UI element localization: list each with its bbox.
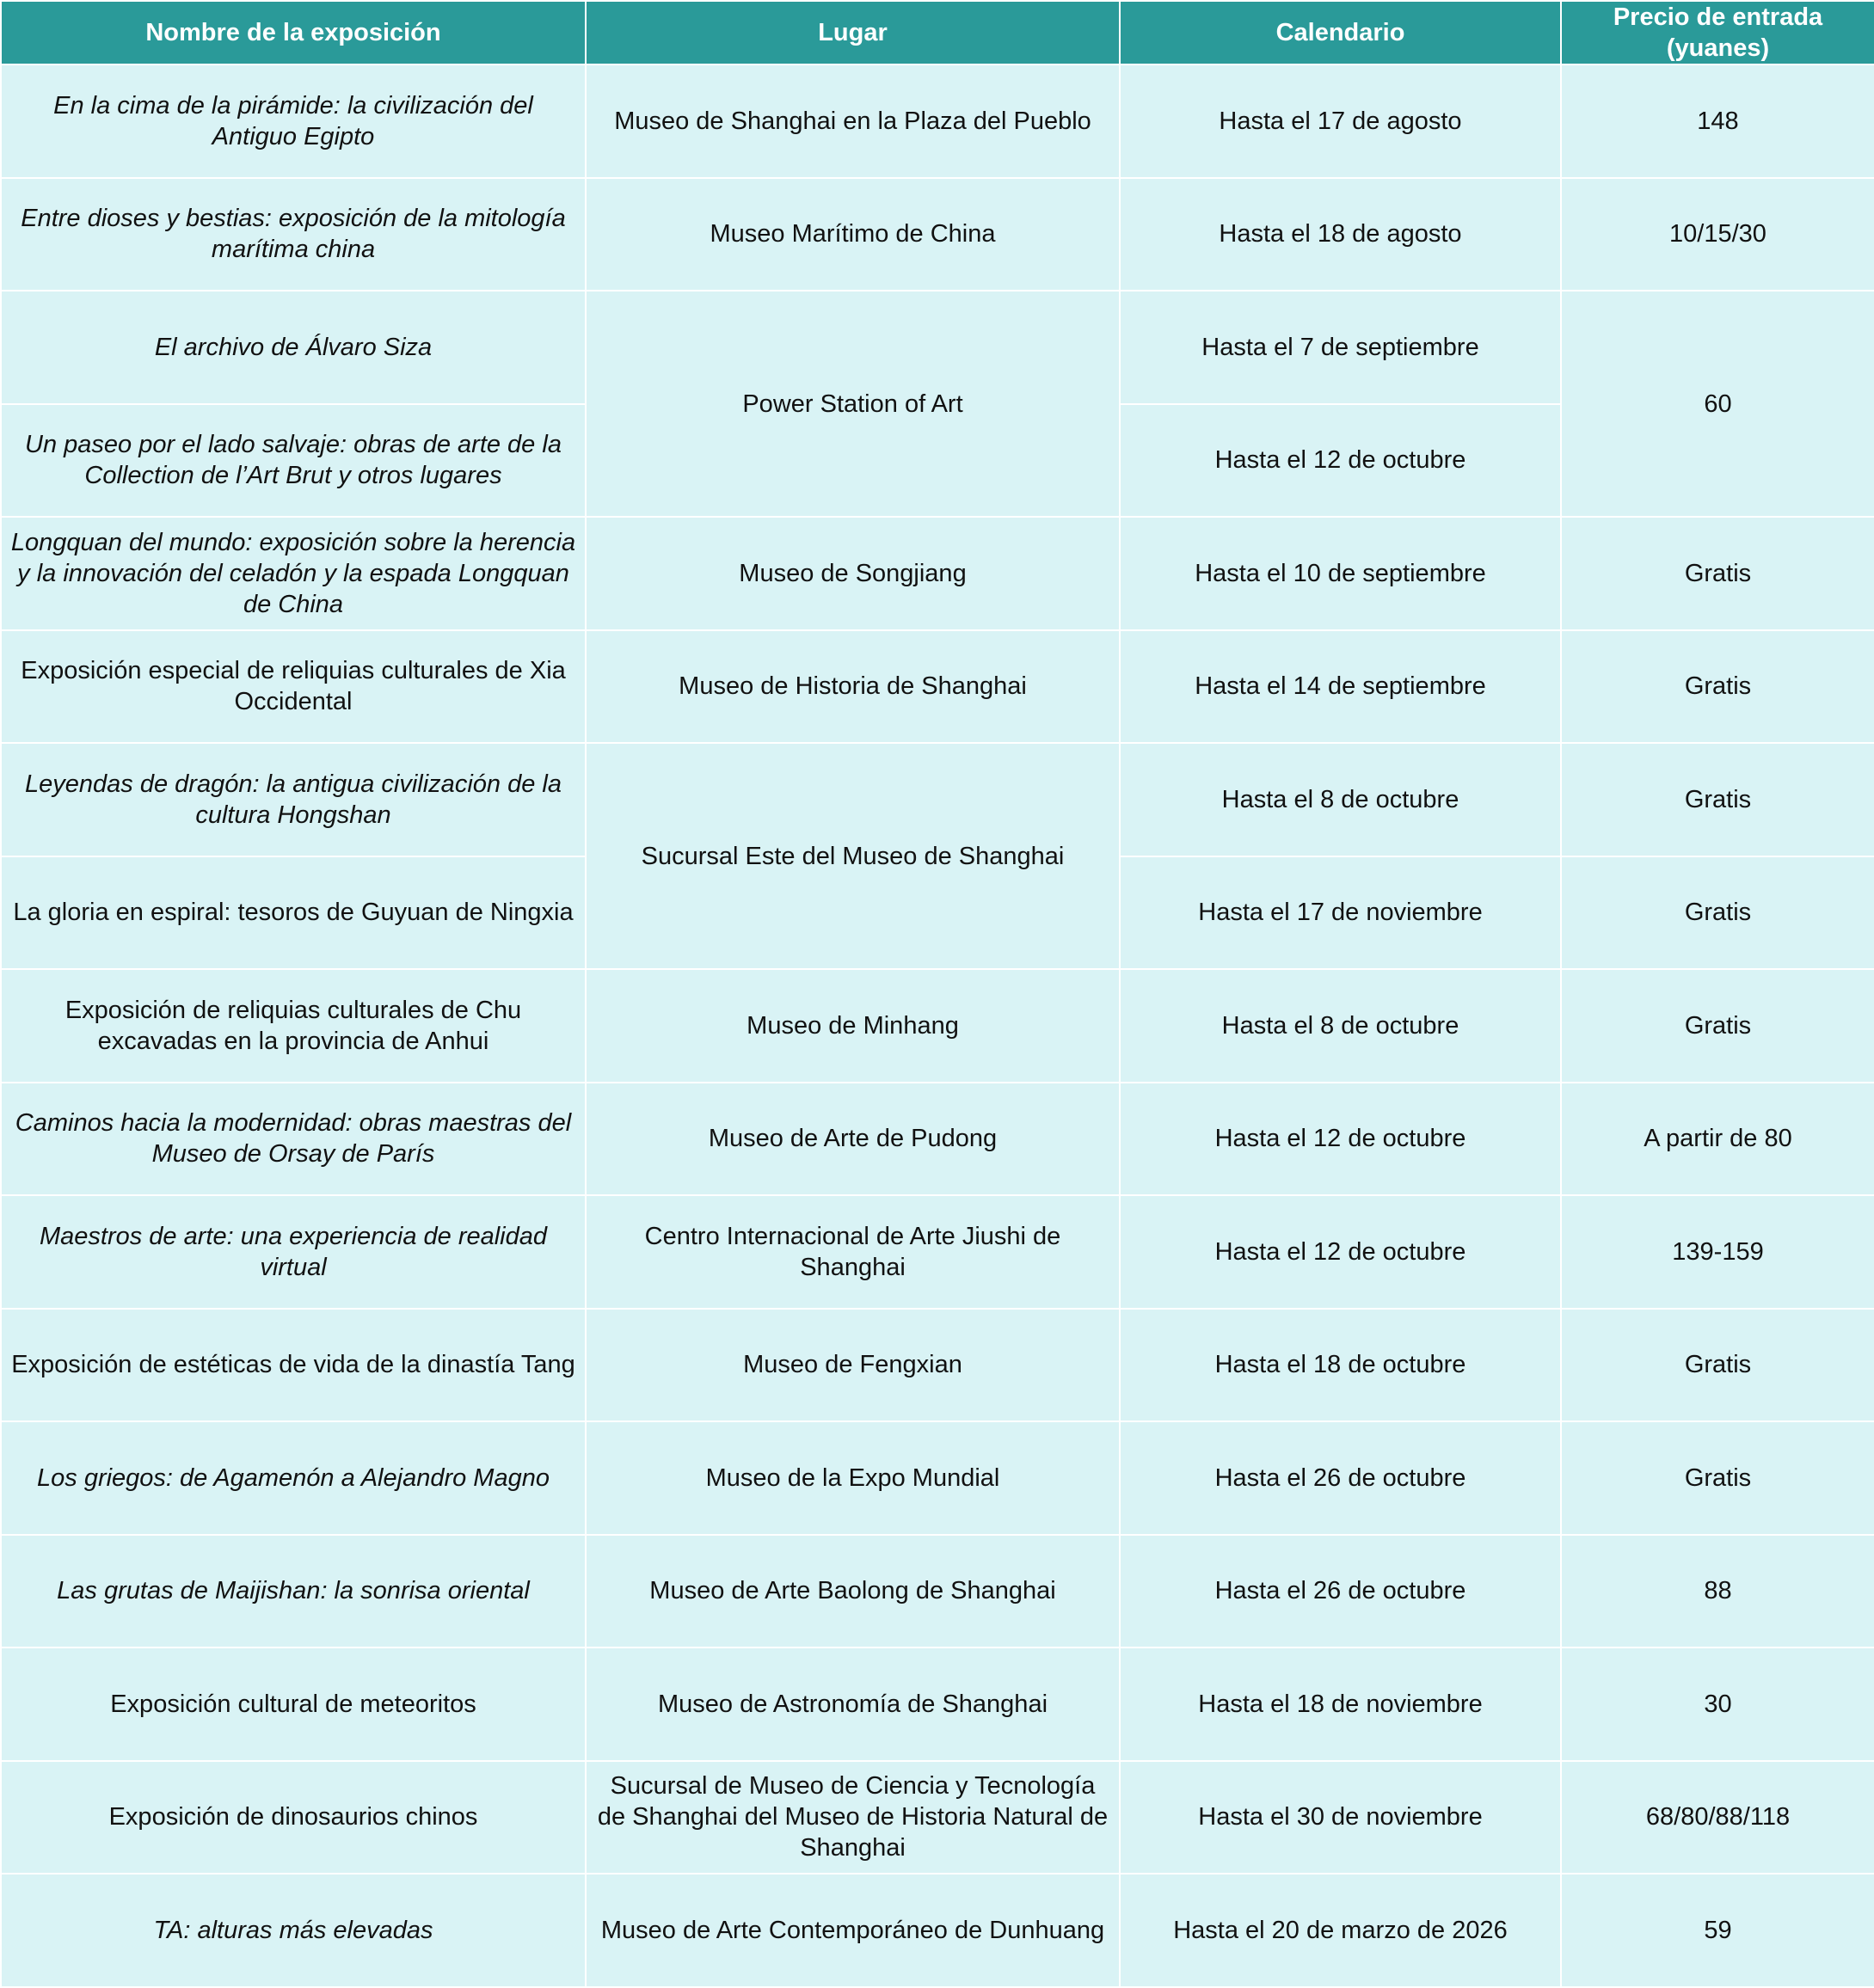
exhibition-calendar: Hasta el 20 de marzo de 2026	[1120, 1874, 1561, 1987]
table-row	[1, 64, 1874, 178]
exhibition-name: Longquan del mundo: exposición sobre la herencia y la innovación del celadón y la espada Longquan de China	[1, 517, 586, 630]
table-row	[1, 1195, 1874, 1309]
exhibition-price: 30	[1561, 1647, 1874, 1761]
table-row	[1, 1761, 1874, 1874]
exhibition-name: Maestros de arte: una experiencia de realidad virtual	[1, 1195, 586, 1309]
exhibition-name: TA: alturas más elevadas	[1, 1874, 586, 1987]
exhibition-calendar: Hasta el 10 de septiembre	[1120, 517, 1561, 630]
exhibition-name: Un paseo por el lado salvaje: obras de arte de la Collection de l’Art Brut y otros lugares	[1, 404, 586, 518]
exhibition-calendar: Hasta el 8 de octubre	[1120, 743, 1561, 856]
table-row	[1, 1647, 1874, 1761]
exhibition-price: Gratis	[1561, 1309, 1874, 1422]
exhibition-calendar: Hasta el 14 de septiembre	[1120, 630, 1561, 744]
exhibition-price: 88	[1561, 1535, 1874, 1648]
header-place: Lugar	[586, 1, 1120, 64]
exhibition-place: Museo de la Expo Mundial	[586, 1421, 1120, 1535]
exhibition-place: Centro Internacional de Arte Jiushi de Shanghai	[586, 1195, 1120, 1309]
exhibition-name: El archivo de Álvaro Siza	[1, 291, 586, 404]
exhibition-name: En la cima de la pirámide: la civilización del Antiguo Egipto	[1, 64, 586, 178]
table-row	[1, 1421, 1874, 1535]
exhibition-calendar: Hasta el 26 de octubre	[1120, 1421, 1561, 1535]
header-row	[1, 1, 1874, 64]
exhibition-calendar: Hasta el 18 de agosto	[1120, 178, 1561, 291]
exhibition-price: 68/80/88/118	[1561, 1761, 1874, 1874]
exhibition-place: Sucursal de Museo de Ciencia y Tecnología de Shanghai del Museo de Historia Natural de Shanghai	[586, 1761, 1120, 1874]
exhibition-name: Exposición cultural de meteoritos	[1, 1647, 586, 1761]
exhibition-calendar: Hasta el 17 de noviembre	[1120, 856, 1561, 970]
header-calendar: Calendario	[1120, 1, 1561, 64]
table-row	[1, 178, 1874, 291]
exhibition-place: Museo de Historia de Shanghai	[586, 630, 1120, 744]
exhibition-name: Leyendas de dragón: la antigua civilización de la cultura Hongshan	[1, 743, 586, 856]
exhibition-place: Museo de Songjiang	[586, 517, 1120, 630]
exhibition-place: Museo Marítimo de China	[586, 178, 1120, 291]
exhibition-name: Los griegos: de Agamenón a Alejandro Magno	[1, 1421, 586, 1535]
exhibition-price: 59	[1561, 1874, 1874, 1987]
table-row	[1, 291, 1874, 404]
exhibition-calendar: Hasta el 18 de octubre	[1120, 1309, 1561, 1422]
exhibition-name: Entre dioses y bestias: exposición de la mitología marítima china	[1, 178, 586, 291]
exhibition-place: Museo de Arte Baolong de Shanghai	[586, 1535, 1120, 1648]
exhibition-price: A partir de 80	[1561, 1083, 1874, 1196]
exhibition-calendar: Hasta el 7 de septiembre	[1120, 291, 1561, 404]
exhibition-calendar: Hasta el 12 de octubre	[1120, 1083, 1561, 1196]
exhibition-price: Gratis	[1561, 630, 1874, 744]
exhibition-calendar: Hasta el 18 de noviembre	[1120, 1647, 1561, 1761]
exhibition-calendar: Hasta el 12 de octubre	[1120, 404, 1561, 518]
exhibition-place: Museo de Arte Contemporáneo de Dunhuang	[586, 1874, 1120, 1987]
exhibition-calendar: Hasta el 12 de octubre	[1120, 1195, 1561, 1309]
exhibition-price: 60	[1561, 291, 1874, 517]
exhibition-price: Gratis	[1561, 969, 1874, 1083]
exhibition-place: Power Station of Art	[586, 291, 1120, 517]
exhibition-name: Las grutas de Maijishan: la sonrisa oriental	[1, 1535, 586, 1648]
exhibition-calendar: Hasta el 8 de octubre	[1120, 969, 1561, 1083]
header-price: Precio de entrada (yuanes)	[1561, 1, 1874, 64]
table-row	[1, 517, 1874, 630]
exhibition-name: Exposición de estéticas de vida de la dinastía Tang	[1, 1309, 586, 1422]
exhibition-calendar: Hasta el 30 de noviembre	[1120, 1761, 1561, 1874]
exhibition-place: Museo de Astronomía de Shanghai	[586, 1647, 1120, 1761]
exhibition-name: Exposición de reliquias culturales de Chu excavadas en la provincia de Anhui	[1, 969, 586, 1083]
exhibition-price: 139-159	[1561, 1195, 1874, 1309]
exhibition-calendar: Hasta el 26 de octubre	[1120, 1535, 1561, 1648]
exhibition-calendar: Hasta el 17 de agosto	[1120, 64, 1561, 178]
table-row	[1, 1083, 1874, 1196]
header-name: Nombre de la exposición	[1, 1, 586, 64]
exhibition-place: Museo de Fengxian	[586, 1309, 1120, 1422]
table-row	[1, 630, 1874, 744]
exhibition-name: Exposición de dinosaurios chinos	[1, 1761, 586, 1874]
exhibition-place: Sucursal Este del Museo de Shanghai	[586, 743, 1120, 969]
exhibition-name: La gloria en espiral: tesoros de Guyuan de Ningxia	[1, 856, 586, 970]
table-row	[1, 1309, 1874, 1422]
exhibition-place: Museo de Shanghai en la Plaza del Pueblo	[586, 64, 1120, 178]
exhibition-price: 10/15/30	[1561, 178, 1874, 291]
exhibition-price: Gratis	[1561, 1421, 1874, 1535]
table-row	[1, 1535, 1874, 1648]
table-row	[1, 969, 1874, 1083]
exhibition-price: 148	[1561, 64, 1874, 178]
table-row	[1, 1874, 1874, 1987]
exhibition-name: Caminos hacia la modernidad: obras maestras del Museo de Orsay de París	[1, 1083, 586, 1196]
exhibition-price: Gratis	[1561, 517, 1874, 630]
exhibition-place: Museo de Arte de Pudong	[586, 1083, 1120, 1196]
exhibition-price: Gratis	[1561, 856, 1874, 970]
table-row	[1, 743, 1874, 856]
exhibition-price: Gratis	[1561, 743, 1874, 856]
exhibition-place: Museo de Minhang	[586, 969, 1120, 1083]
exhibition-name: Exposición especial de reliquias culturales de Xia Occidental	[1, 630, 586, 744]
